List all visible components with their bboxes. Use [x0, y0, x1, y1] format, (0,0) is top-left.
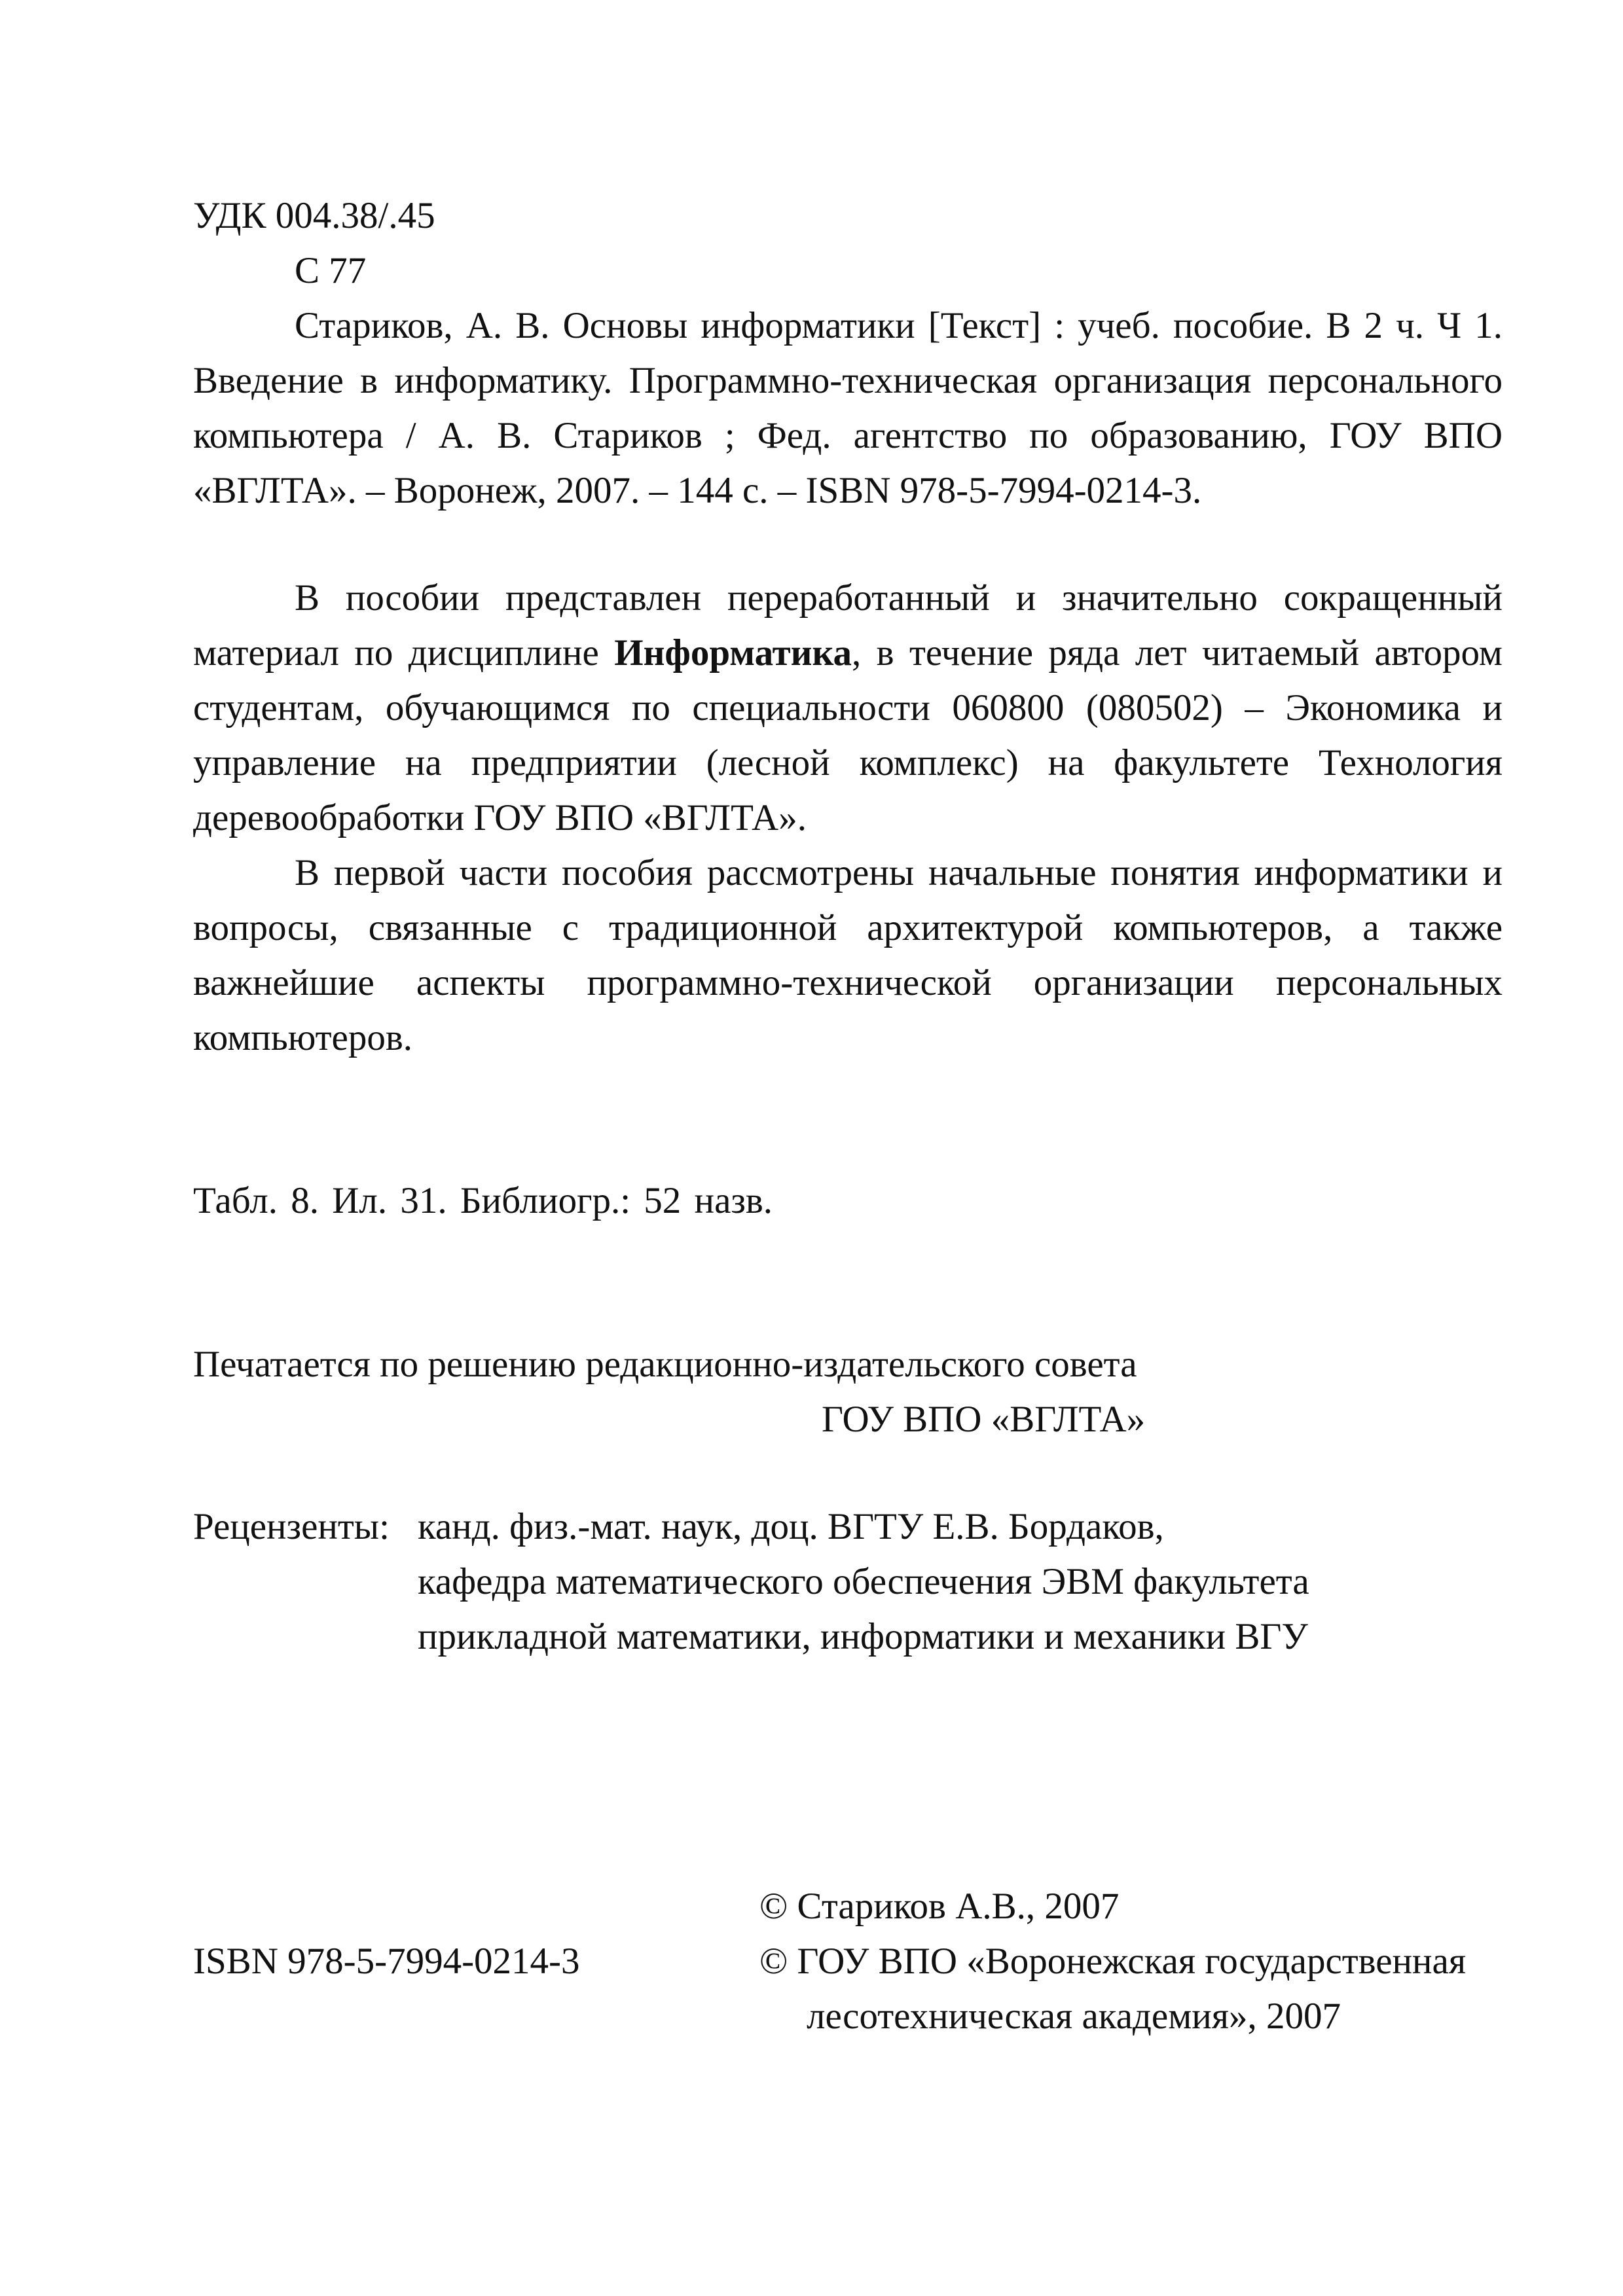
- annotation-line: материал по дисциплине Информатика, в течение ряда лет читаемый автором: [193, 632, 1503, 673]
- annotation-line: В первой части пособия рассмотрены начальные понятия информатики и: [295, 852, 1503, 893]
- bibliography-line: Стариков, А. В. Основы информатики [Текст] : учеб. пособие. В 2 ч. Ч 1.: [295, 305, 1503, 346]
- annotation-line: В пособии представлен переработанный и значительно сокращенный: [295, 577, 1503, 619]
- annotation-line: важнейшие аспекты программно-технической организации персональных: [193, 962, 1503, 1003]
- isbn: ISBN 978-5-7994-0214-3: [193, 1941, 580, 1982]
- annotation-line: управление на предприятии (лесной комплекс) на факультете Технология: [193, 742, 1503, 783]
- bibliography-line: компьютера / А. В. Стариков ; Фед. агентство по образованию, ГОУ ВПО: [193, 415, 1503, 456]
- annotation-line: деревообработки ГОУ ВПО «ВГЛТА».: [193, 797, 807, 838]
- copyright-line: © ГОУ ВПО «Воронежская государственная: [759, 1941, 1467, 1982]
- bibliography-line: «ВГЛТА». – Воронеж, 2007. – 144 с. – ISBN 978-5-7994-0214-3.: [193, 470, 1202, 511]
- annotation-line: студентам, обучающимся по специальности 060800 (080502) – Экономика и: [193, 687, 1503, 728]
- publisher-name: ГОУ ВПО «ВГЛТА»: [822, 1399, 1146, 1440]
- discipline-name: Информатика: [614, 632, 852, 673]
- copyright-line: © Стариков А.В., 2007: [759, 1886, 1120, 1927]
- reviewer-line: кафедра математического обеспечения ЭВМ факультета: [418, 1561, 1309, 1602]
- author-code: С 77: [295, 250, 367, 291]
- udk-code: УДК 004.38/.45: [193, 195, 435, 236]
- annotation-line: компьютеров.: [193, 1017, 412, 1058]
- reviewer-line: канд. физ.-мат. наук, доц. ВГТУ Е.В. Бордаков,: [418, 1506, 1164, 1547]
- stats-line: Табл. 8. Ил. 31. Библиогр.: 52 назв.: [193, 1180, 773, 1221]
- reviewer-line: прикладной математики, информатики и механики ВГУ: [418, 1616, 1308, 1657]
- annotation-line: вопросы, связанные с традиционной архитектурой компьютеров, а также: [193, 907, 1503, 948]
- publication-decision: Печатается по решению редакционно-издательского совета: [193, 1344, 1137, 1385]
- copyright-line: лесотехническая академия», 2007: [807, 1996, 1341, 2037]
- bibliography-line: Введение в информатику. Программно-техническая организация персонального: [193, 360, 1503, 401]
- reviewers-label: Рецензенты:: [193, 1506, 390, 1547]
